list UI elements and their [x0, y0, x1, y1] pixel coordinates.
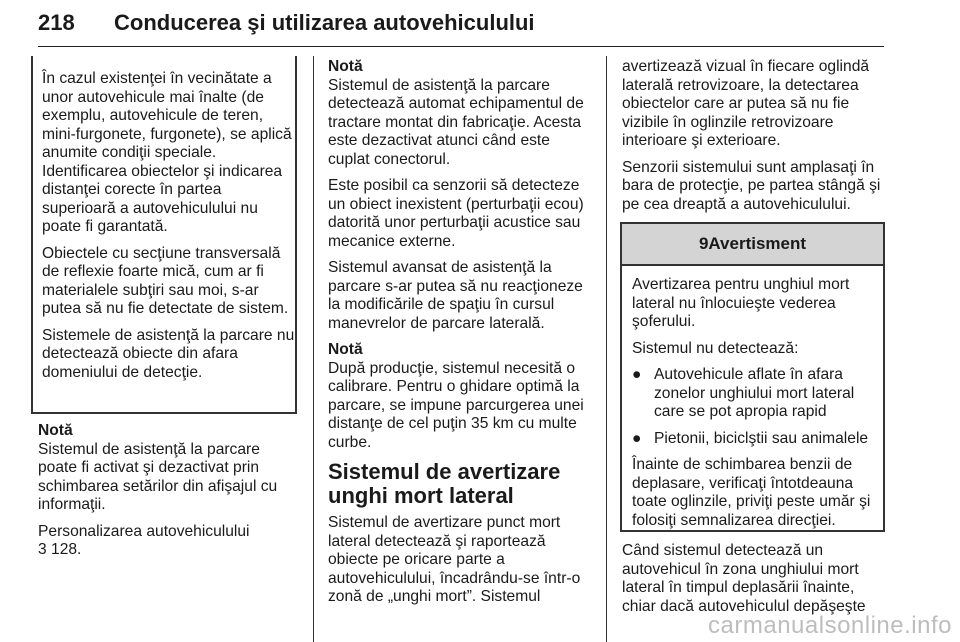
watermark: carmanualsonline.info: [708, 612, 952, 639]
column-divider-1: [313, 56, 314, 642]
warning-paragraph: Înainte de schimbarea benzii de deplasare, verificaţi întotdeauna toate oglinzile, priviţi peste umăr şi folosiţi semnalizarea direcţiei.: [632, 456, 871, 529]
note-label: Notă: [328, 58, 363, 75]
warning-title: Avertisment: [708, 234, 807, 253]
page-header: [38, 4, 884, 44]
bullet-item: [632, 430, 883, 449]
section-text: Sistemul de avertizare punct mort lateral detectează şi raportează obiecte pe oricare parte a autovehiculului, încadrându-se într-o zonă de „unghi mort”. Sistemul: [328, 514, 581, 605]
link-text: Personalizarea autovehiculului: [38, 522, 250, 540]
bullet-text: Autovehicule aflate în afara zonelor unghiului mort lateral care se pot apropia rapid: [654, 366, 855, 420]
warning-paragraph: Sistemul nu detectează:: [632, 339, 799, 357]
paragraph: avertizează vizual în fiecare oglindă laterală retrovizoare, la detectarea obiectelor care ar putea să nu fie vizibile în oglinzile retrovizoare interioare şi exterioare.: [622, 58, 870, 149]
bullet-icon: ●: [632, 366, 642, 383]
box-paragraph-3: Sistemele de asistenţă la parcare nu detectează obiecte din afara domeniului de detecţie.: [42, 326, 295, 381]
bullet-item: [632, 366, 883, 422]
warning-box: [620, 222, 885, 532]
page-title: Conducerea şi utilizarea autovehiculului: [114, 10, 535, 35]
header-rule: [38, 46, 884, 47]
column-3-upper: [622, 58, 887, 222]
paragraph: Senzorii sistemului sunt amplasaţi în bara de protecţie, pe partea stângă şi pe cea dreaptă a autovehiculului.: [622, 158, 881, 213]
warning-body: [622, 266, 883, 530]
box-paragraph-2: Obiectele cu secţiune transversală de reflexie foarte mică, cum ar fi materialele subţiri sau moi, s-ar putea să nu fie detectate de sistem.: [42, 244, 289, 317]
paragraph: Sistemul avansat de asistenţă la parcare s-ar putea să nu reacţioneze la modificările de spaţiu în cursul manevrelor de parcare laterală.: [328, 259, 583, 332]
bullet-icon: ●: [632, 429, 642, 447]
warning-icon: 9: [698, 234, 709, 253]
paragraph: Este posibil ca senzorii să detecteze un obiect inexistent (perturbaţii ecou) datorită unor perturbaţii acustice sau mecanice externe.: [328, 177, 584, 250]
column-2: [328, 58, 593, 615]
section-heading: Sistemul de avertizare unghi mort lateral: [328, 459, 561, 508]
note-label: Notă: [328, 341, 363, 358]
note-text: Sistemul de asistenţă la parcare detectează automat echipamentul de tractare montat din fabricaţie. Acesta este dezactivat atunci când este cuplat conectorul.: [328, 76, 584, 168]
column-1-lower: [38, 422, 294, 560]
paragraph: Când sistemul detectează un autovehicul în zona unghiului mort lateral în timpul deplasării înainte, chiar dacă autovehiculul depăşeşte: [622, 542, 866, 615]
arrow-icon: 3: [38, 541, 47, 558]
note-text: După producţie, sistemul necesită o calibrare. Pentru o ghidare optimă la parcare, se impune parcurgerea unei distanţe de cel puţin 35 km cu multe curbe.: [328, 359, 584, 451]
info-box: [31, 56, 297, 414]
note-label: Notă: [38, 422, 73, 439]
note-text: Sistemul de asistenţă la parcare poate fi activat şi dezactivat prin schimbarea setărilor din afişajul cu informaţii.: [38, 440, 278, 513]
page-reference-link[interactable]: 128.: [51, 541, 82, 558]
warning-paragraph: Avertizarea pentru unghiul mort lateral nu înlocuieşte vederea şoferului.: [632, 276, 850, 330]
box-paragraph-1: În cazul existenţei în vecinătate a unor autovehicule mai înalte (de exemplu, autovehicule de teren, mini-furgonete, furgonete), se aplică anumite condiţii speciale. Identificarea obiectelor şi indicarea distanţei corecte în partea superioară a autovehiculului nu poate fi garantată.: [42, 70, 292, 235]
page-number: 218: [38, 10, 75, 35]
warning-header: [622, 224, 883, 266]
link-paragraph: [38, 523, 294, 560]
bullet-text: Pietonii, biciclştii sau animalele: [654, 429, 869, 447]
column-divider-2: [606, 56, 607, 642]
